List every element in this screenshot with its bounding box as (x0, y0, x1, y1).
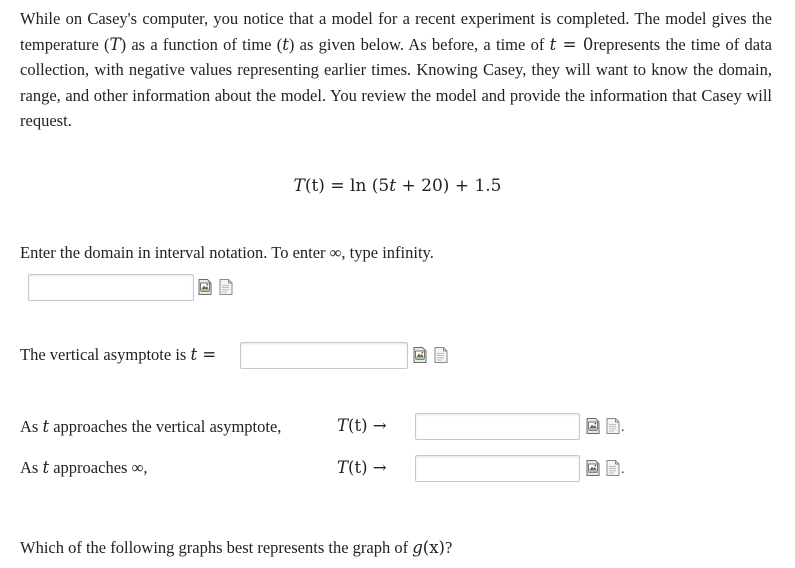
intro-var-t-2: t (549, 34, 557, 54)
help-document-icon[interactable] (606, 418, 620, 434)
preview-icon[interactable] (198, 279, 212, 295)
problem-intro (20, 6, 772, 134)
intro-var-t: t (282, 34, 289, 54)
behavior-va-fn-rest: (t) → (348, 416, 387, 435)
limit-inf-input[interactable] (415, 455, 580, 482)
asymptote-var: t (190, 345, 198, 364)
domain-prompt: Enter the domain in interval notation. To enter ∞, type infinity. (20, 243, 434, 262)
graph-question (20, 538, 452, 558)
domain-input[interactable] (28, 274, 194, 301)
intro-text-3: ) as given below. As before, a time of (288, 34, 550, 54)
preview-icon[interactable] (413, 347, 427, 363)
behavior-va-label (20, 417, 281, 437)
period-mark: . (621, 420, 625, 435)
asymptote-prompt (20, 345, 216, 365)
limit-va-input[interactable] (415, 413, 580, 440)
intro-text-4: represents the time of data collection, with negative values representing earlier times. Knowing Casey, they will want to know the domain, range, and other information about the model. You review the model and provide the information that Casey will request. (20, 34, 772, 131)
behavior-inf-function (337, 458, 387, 478)
behavior-inf-fn-var: T (337, 458, 349, 477)
help-document-icon[interactable] (606, 460, 620, 476)
behavior-inf-post: approaches ∞, (49, 458, 148, 477)
model-equation (0, 176, 795, 196)
behavior-va-function (337, 416, 387, 436)
asymptote-eq: = (197, 345, 217, 364)
behavior-inf-var: t (42, 458, 50, 477)
intro-text-1: While on Casey's computer, you notice that a model for a recent experiment is completed. The model gives the temperature ( (20, 9, 772, 54)
equation-rhs-start: = ln (5 (324, 176, 390, 196)
asymptote-input[interactable] (240, 342, 408, 369)
equation-rhs-end: + 20) + 1.5 (396, 176, 502, 196)
preview-icon[interactable] (586, 418, 600, 434)
behavior-va-pre: As (20, 417, 43, 436)
behavior-va-fn-var: T (337, 416, 349, 435)
behavior-inf-pre: As (20, 458, 43, 477)
behavior-va-post: approaches the vertical asymptote, (49, 417, 282, 436)
help-document-icon[interactable] (434, 347, 448, 363)
intro-text-2: ) as a function of time ( (120, 34, 283, 54)
intro-eq-zero: = 0 (556, 34, 594, 54)
behavior-inf-label (20, 458, 147, 478)
help-document-icon[interactable] (219, 279, 233, 295)
graph-question-end: ? (444, 538, 453, 557)
equation-lhs-arg: (t) (304, 176, 325, 196)
intro-var-T: T (109, 34, 121, 54)
equation-rhs-var: t (389, 176, 397, 196)
equation-lhs-var: T (293, 176, 305, 196)
graph-question-text: Which of the following graphs best represents the graph of (20, 538, 413, 557)
preview-icon[interactable] (586, 460, 600, 476)
behavior-va-var: t (42, 417, 50, 436)
graph-question-fn-var: g (412, 538, 423, 557)
graph-question-fn-arg: (x) (422, 538, 445, 557)
period-mark: . (621, 462, 625, 477)
asymptote-prefix: The vertical asymptote is (20, 345, 191, 364)
behavior-inf-fn-rest: (t) → (348, 458, 387, 477)
